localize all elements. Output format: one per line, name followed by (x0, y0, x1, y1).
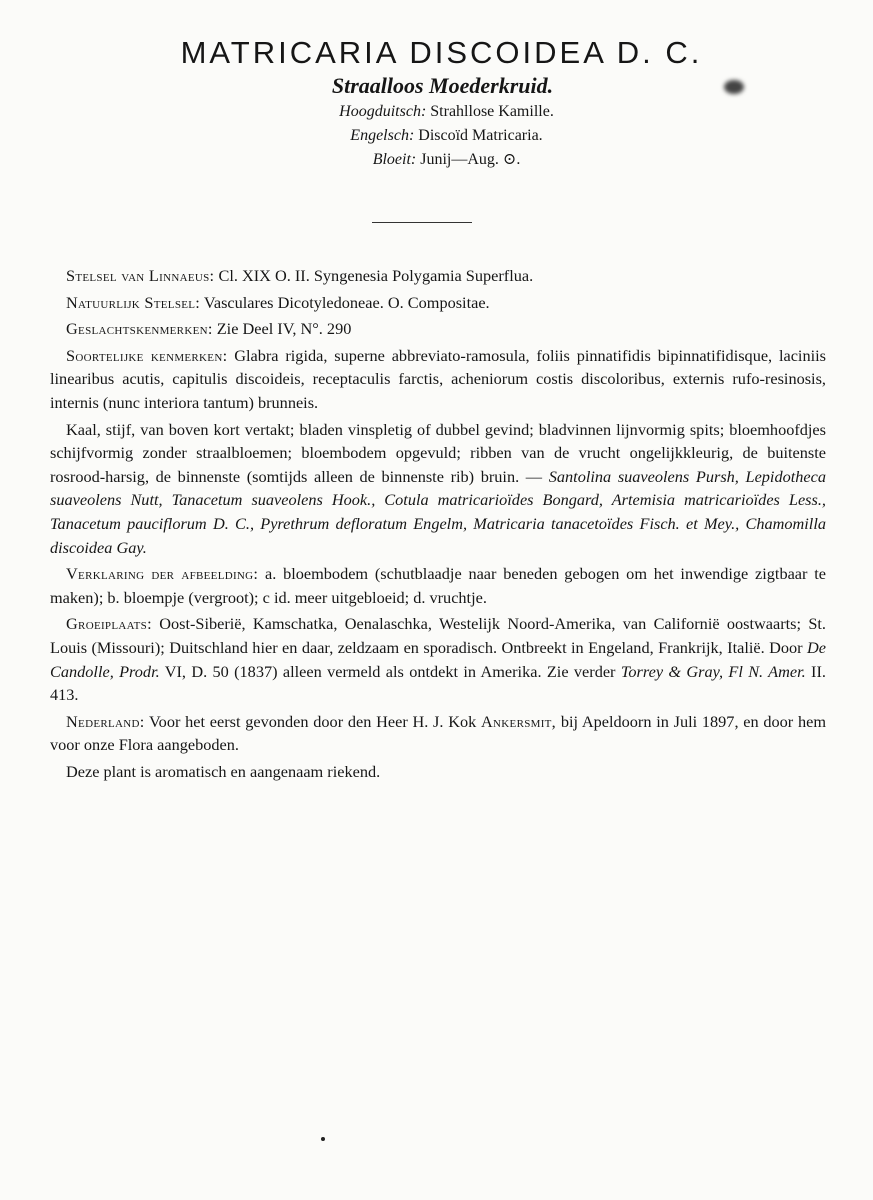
synonyms-text: Santolina suaveolens Pursh, Lepidotheca suaveolens Nutt, Tanacetum suaveolens Hook., Cotula matricarioïdes Bongard, Artemisia matricarioïdes Less., Tanacetum pauciflorum D. C., Pyrethrum defloratum Engelm, Matricaria tanacetoïdes Fisch. et Mey., Chamomilla discoidea Gay. (50, 466, 826, 557)
page-title: MATRICARIA DISCOIDEA D. C. (180, 35, 703, 70)
english-label: Engelsch: (350, 127, 415, 144)
figure-explanation-paragraph (50, 562, 826, 609)
netherlands-text-2: bij Apeldoorn in Juli 1897, en door hem voor onze Flora aangeboden. (50, 711, 826, 755)
description-text: Kaal, stijf, van boven kort vertakt; bladen vinspletig of dubbel gevind; bladvinnen lijnvormig spits; bloemhoofdjes schijfvormig zonder straalbloemen; bloembodem opgevuld; ribben van de vrucht ongelijkkleurig, de buitenste rosrood-harsig, de binnenste (somtijds alleen de binnenste rib) bruin. — (50, 419, 826, 486)
flowering-value: Junij—Aug. ⊙. (420, 151, 521, 168)
header (0, 34, 873, 172)
species-paragraph (50, 344, 826, 415)
german-value: Strahllose Kamille. (430, 103, 554, 120)
page-dot (321, 1137, 325, 1141)
habitat-text: Oost-Siberië, Kamschatka, Oenalaschka, Westelijk Noord-Amerika, van Californië oostwaarts; St. Louis (Missouri); Duitschland hier en daar, zeldzaam en sporadisch. Ontbreekt in Engeland, Frankrijk, Italië. Door (50, 614, 826, 657)
habitat-reference-1: De Candolle, Prodr. (50, 637, 826, 681)
figure-explanation-label: Verklaring der afbeelding: (66, 564, 259, 584)
species-text: Glabra rigida, superne abbreviato-ramosula, foliis pinnatifidis bipinnatifidisque, laciniis linearibus acutis, capitulis discoideis, receptaculis farctis, acheniorum costis discoloribus, externis rufo-resinosis, internis (nunc interiora tantum) brunneis. (50, 345, 826, 412)
natural-system-label: Natuurlijk Stelsel: (66, 292, 201, 312)
dutch-name: Straalloos Moederkruid. (331, 73, 554, 98)
flowering-label: Bloeit: (372, 151, 417, 168)
aroma-paragraph (50, 760, 826, 784)
habitat-text-2: VI, D. 50 (1837) alleen vermeld als ontdekt in Amerika. Zie verder (164, 661, 616, 681)
netherlands-paragraph (50, 710, 826, 757)
habitat-reference-2: Torrey & Gray, Fl N. Amer. (620, 661, 806, 681)
description-paragraph (50, 418, 826, 560)
collector-name: Ankersmit, (481, 711, 557, 731)
english-value: Discoïd Matricaria. (418, 127, 543, 144)
habitat-paragraph (50, 612, 826, 706)
genus-paragraph (50, 317, 826, 341)
species-label: Soortelijke kenmerken: (66, 345, 228, 365)
genus-label: Geslachtskenmerken: (66, 319, 213, 339)
flowering-line (0, 148, 873, 172)
linnaeus-label: Stelsel van Linnaeus: (66, 266, 215, 285)
habitat-text-3: II. 413. (50, 661, 826, 705)
netherlands-label: Nederland: (66, 711, 145, 731)
netherlands-text: Voor het eerst gevonden door den Heer H. J. Kok (149, 711, 477, 731)
genus-text: Zie Deel IV, N°. 290 (216, 319, 352, 339)
divider (372, 222, 472, 223)
english-name-line (0, 124, 873, 148)
figure-explanation-text: a. bloembodem (schutblaadje naar beneden gebogen om het inwendige zigtbaar te maken); b. bloempje (vergroot); c id. meer uitgebloeid; d. vruchtje. (50, 564, 826, 607)
german-name-line (0, 100, 873, 124)
aroma-text: Deze plant is aromatisch en aangenaam riekend. (66, 761, 381, 781)
linnaeus-text: Cl. XIX O. II. Syngenesia Polygamia Superflua. (218, 266, 534, 285)
linnaeus-paragraph (50, 264, 826, 288)
habitat-label: Groeiplaats: (66, 614, 152, 634)
german-label: Hoogduitsch: (339, 103, 427, 120)
natural-system-text: Vasculares Dicotyledoneae. O. Compositae. (203, 292, 490, 312)
natural-system-paragraph (50, 291, 826, 315)
body-text (50, 264, 826, 786)
